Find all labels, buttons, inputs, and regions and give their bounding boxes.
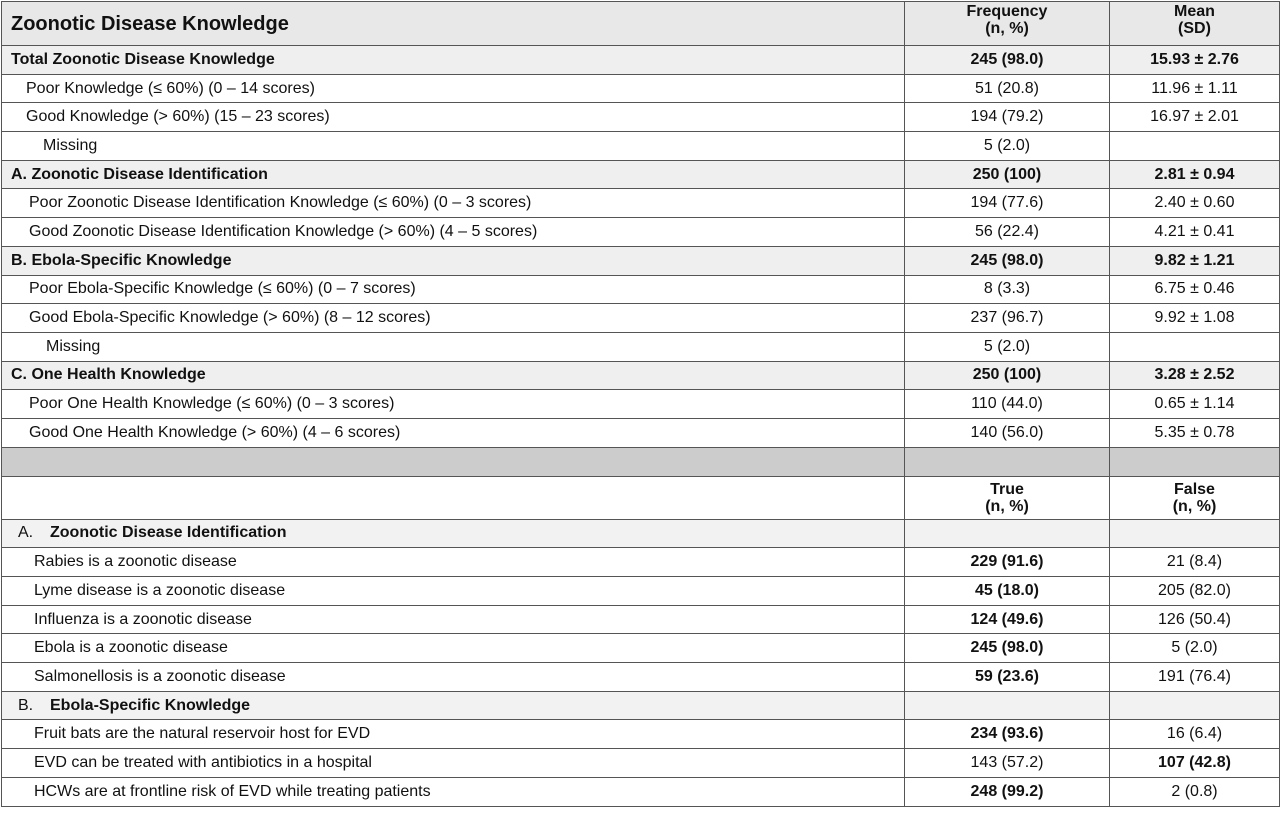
table-row	[2, 577, 1280, 606]
section-letter: A.	[18, 524, 34, 542]
item-statement: EVD can be treated with antibiotics in a hospital	[2, 749, 905, 778]
items-header-row	[2, 476, 1280, 519]
mean-value: 9.82 ± 1.21	[1110, 246, 1280, 275]
frequency-value: 5 (2.0)	[905, 132, 1110, 161]
section-name: Ebola-Specific Knowledge	[50, 696, 251, 714]
total-knowledge-row	[2, 46, 1280, 75]
frequency-value: 51 (20.8)	[905, 74, 1110, 103]
separator-row	[2, 447, 1280, 476]
frequency-value: 110 (44.0)	[905, 390, 1110, 419]
mean-value: 11.96 ± 1.11	[1110, 74, 1280, 103]
table-row	[2, 418, 1280, 447]
frequency-value: 8 (3.3)	[905, 275, 1110, 304]
empty-cell	[1110, 519, 1280, 548]
mean-value: 4.21 ± 0.41	[1110, 218, 1280, 247]
table-row	[2, 304, 1280, 333]
true-value: 248 (99.2)	[905, 777, 1110, 806]
false-value: 191 (76.4)	[1110, 663, 1280, 692]
empty-cell	[905, 691, 1110, 720]
true-column-header: True (n, %)	[905, 476, 1110, 519]
table-row	[2, 189, 1280, 218]
row-label: Total Zoonotic Disease Knowledge	[2, 46, 905, 75]
item-statement: HCWs are at frontline risk of EVD while treating patients	[2, 777, 905, 806]
table-row	[2, 634, 1280, 663]
section-heading	[2, 519, 905, 548]
true-value: 59 (23.6)	[905, 663, 1110, 692]
row-label: Poor Zoonotic Disease Identification Knowledge (≤ 60%) (0 – 3 scores)	[2, 189, 905, 218]
mean-value	[1110, 332, 1280, 361]
table-row	[2, 777, 1280, 806]
mean-value: 16.97 ± 2.01	[1110, 103, 1280, 132]
item-statement: Fruit bats are the natural reservoir host for EVD	[2, 720, 905, 749]
item-statement: Rabies is a zoonotic disease	[2, 548, 905, 577]
table-row	[2, 332, 1280, 361]
frequency-value: 140 (56.0)	[905, 418, 1110, 447]
items-header-blank	[2, 476, 905, 519]
table-row	[2, 548, 1280, 577]
true-value: 143 (57.2)	[905, 749, 1110, 778]
mean-value: 0.65 ± 1.14	[1110, 390, 1280, 419]
row-label: A. Zoonotic Disease Identification	[2, 160, 905, 189]
row-label: Good One Health Knowledge (> 60%) (4 – 6 scores)	[2, 418, 905, 447]
frequency-column-header: Frequency (n, %)	[905, 2, 1110, 46]
knowledge-table	[1, 1, 1280, 807]
table-row	[2, 275, 1280, 304]
empty-cell	[1110, 691, 1280, 720]
table-row	[2, 663, 1280, 692]
frequency-value: 5 (2.0)	[905, 332, 1110, 361]
mean-value: 3.28 ± 2.52	[1110, 361, 1280, 390]
frequency-value: 237 (96.7)	[905, 304, 1110, 333]
table-row	[2, 74, 1280, 103]
frequency-value: 250 (100)	[905, 361, 1110, 390]
frequency-value: 194 (77.6)	[905, 189, 1110, 218]
mean-value: 2.40 ± 0.60	[1110, 189, 1280, 218]
item-statement: Ebola is a zoonotic disease	[2, 634, 905, 663]
row-label: Good Zoonotic Disease Identification Knowledge (> 60%) (4 – 5 scores)	[2, 218, 905, 247]
row-label: Good Knowledge (> 60%) (15 – 23 scores)	[2, 103, 905, 132]
section-letter: B.	[18, 696, 34, 714]
mean-value: 2.81 ± 0.94	[1110, 160, 1280, 189]
mean-value: 6.75 ± 0.46	[1110, 275, 1280, 304]
section-heading	[2, 691, 905, 720]
row-label: Poor One Health Knowledge (≤ 60%) (0 – 3 scores)	[2, 390, 905, 419]
table-row	[2, 390, 1280, 419]
row-label: B. Ebola-Specific Knowledge	[2, 246, 905, 275]
row-label: C. One Health Knowledge	[2, 361, 905, 390]
separator-cell	[2, 447, 905, 476]
false-value: 205 (82.0)	[1110, 577, 1280, 606]
row-label: Missing	[2, 332, 905, 361]
row-label: Missing	[2, 132, 905, 161]
section-c-row	[2, 361, 1280, 390]
frequency-value: 245 (98.0)	[905, 46, 1110, 75]
item-statement: Influenza is a zoonotic disease	[2, 605, 905, 634]
row-label: Poor Ebola-Specific Knowledge (≤ 60%) (0 – 7 scores)	[2, 275, 905, 304]
true-value: 124 (49.6)	[905, 605, 1110, 634]
items-section-b-row	[2, 691, 1280, 720]
empty-cell	[905, 519, 1110, 548]
separator-cell	[905, 447, 1110, 476]
true-value: 245 (98.0)	[905, 634, 1110, 663]
mean-value: 9.92 ± 1.08	[1110, 304, 1280, 333]
table-row	[2, 720, 1280, 749]
false-value: 5 (2.0)	[1110, 634, 1280, 663]
table-row	[2, 132, 1280, 161]
false-value: 126 (50.4)	[1110, 605, 1280, 634]
table-row	[2, 605, 1280, 634]
section-name: Zoonotic Disease Identification	[50, 524, 287, 542]
mean-column-header: Mean (SD)	[1110, 2, 1280, 46]
items-section-a-row	[2, 519, 1280, 548]
true-value: 234 (93.6)	[905, 720, 1110, 749]
table-row	[2, 749, 1280, 778]
table-title: Zoonotic Disease Knowledge	[2, 2, 905, 46]
frequency-value: 56 (22.4)	[905, 218, 1110, 247]
table-header-row	[2, 2, 1280, 46]
true-value: 229 (91.6)	[905, 548, 1110, 577]
mean-value: 5.35 ± 0.78	[1110, 418, 1280, 447]
mean-value	[1110, 132, 1280, 161]
mean-value: 15.93 ± 2.76	[1110, 46, 1280, 75]
false-value: 107 (42.8)	[1110, 749, 1280, 778]
frequency-value: 250 (100)	[905, 160, 1110, 189]
table-row	[2, 218, 1280, 247]
true-value: 45 (18.0)	[905, 577, 1110, 606]
false-value: 2 (0.8)	[1110, 777, 1280, 806]
frequency-value: 194 (79.2)	[905, 103, 1110, 132]
separator-cell	[1110, 447, 1280, 476]
false-value: 21 (8.4)	[1110, 548, 1280, 577]
item-statement: Lyme disease is a zoonotic disease	[2, 577, 905, 606]
section-b-row	[2, 246, 1280, 275]
false-value: 16 (6.4)	[1110, 720, 1280, 749]
row-label: Poor Knowledge (≤ 60%) (0 – 14 scores)	[2, 74, 905, 103]
false-column-header: False (n, %)	[1110, 476, 1280, 519]
item-statement: Salmonellosis is a zoonotic disease	[2, 663, 905, 692]
frequency-value: 245 (98.0)	[905, 246, 1110, 275]
table-row	[2, 103, 1280, 132]
row-label: Good Ebola-Specific Knowledge (> 60%) (8 – 12 scores)	[2, 304, 905, 333]
section-a-row	[2, 160, 1280, 189]
